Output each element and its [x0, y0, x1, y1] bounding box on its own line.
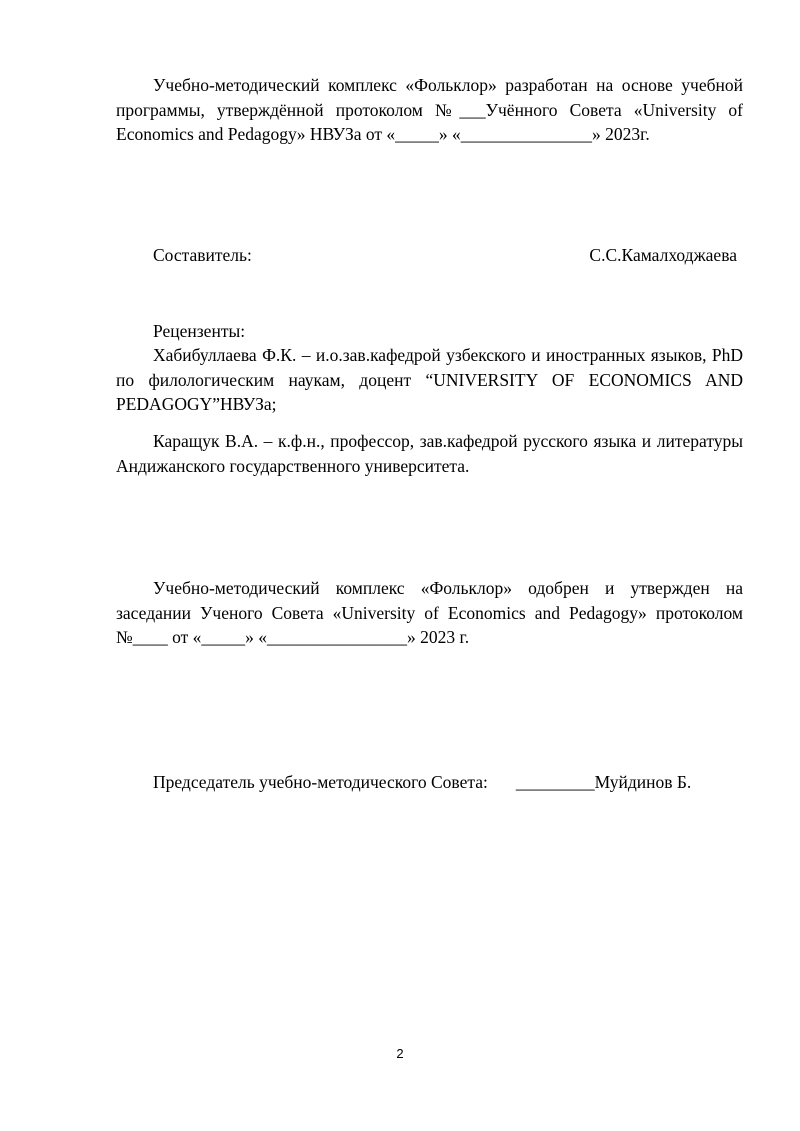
reviewers-heading: Рецензенты:	[153, 321, 246, 341]
page-number: 2	[396, 1046, 404, 1061]
chair-row	[153, 770, 691, 795]
reviewer-1-paragraph: Хабибуллаева Ф.К. – и.о.зав.кафедрой узбекского и иностранных языков, PhD по филологическим наукам, доцент “UNIVERSITY OF ECONOMICS AND PEDAGOGY”НВУЗа;	[116, 345, 743, 414]
chair-gap	[488, 770, 516, 795]
document-page	[116, 0, 743, 1131]
chair-label: Председатель учебно-методического Совета:	[153, 772, 488, 792]
compiler-label: Составитель:	[153, 245, 252, 265]
approved-paragraph: Учебно-методический комплекс «Фольклор» одобрен и утвержден на заседании Ученого Совета «University of Economics and Pedagogy» протоколом №____ от «_____» «________________» 2023 г.	[116, 578, 743, 647]
reviewer-2-paragraph: Каращук В.А. – к.ф.н., профессор, зав.кафедрой русского языка и литературы Андижанского государственного университета.	[116, 431, 743, 476]
chair-signature: _________Муйдинов Б.	[515, 772, 692, 792]
compiler-name: С.С.Камалходжаева	[589, 245, 737, 265]
compiler-row	[153, 243, 743, 268]
approval-basis-paragraph: Учебно-методический комплекс «Фольклор» разработан на основе учебной программы, утверждённой протоколом №___Учённого Совета «University of Economics and Pedagogy» НВУЗа от «_____» «_______________» 2023г.	[116, 75, 743, 144]
